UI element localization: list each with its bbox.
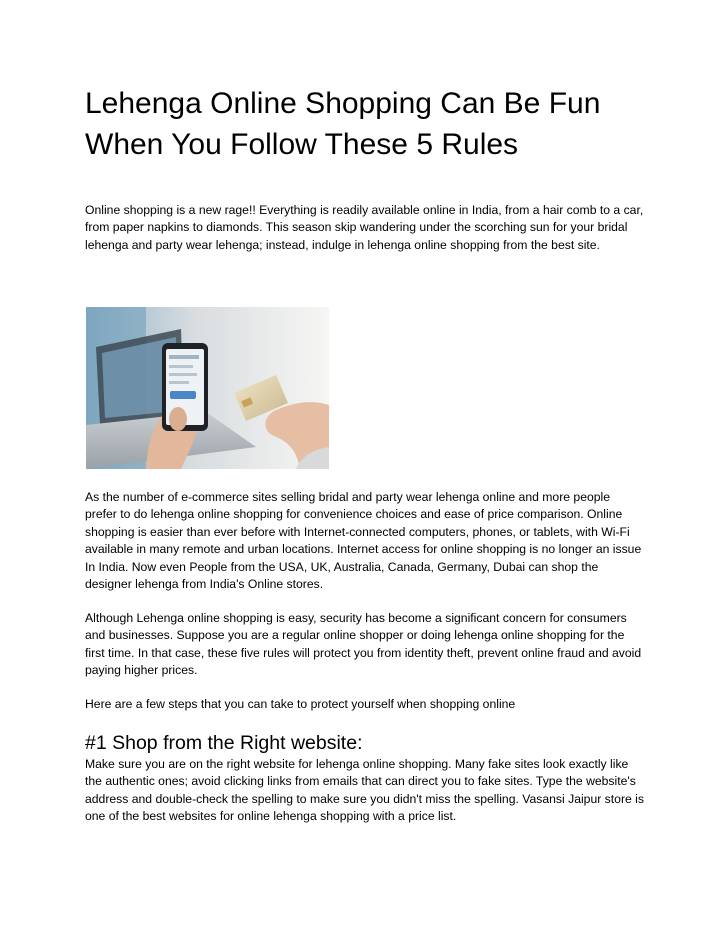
rule-1-body: Make sure you are on the right website for lehenga online shopping. Many fake sites look exactly like the authentic ones; avoid clicking links from emails that can direct you to fake sites. Type the website's address and double-check the spelling to make sure you didn't miss the spelling. Vasansi Jaipur store is one of the best websites for online lehenga shopping with a price list. [85, 757, 644, 824]
page-title: Lehenga Online Shopping Can Be Fun When You Follow These 5 Rules [85, 87, 601, 161]
online-shopping-photo [86, 307, 329, 469]
rule-1-heading: #1 Shop from the Right website: [85, 732, 363, 754]
body-paragraph: Here are a few steps that you can take to protect yourself when shopping online [85, 697, 516, 711]
body-paragraph: Although Lehenga online shopping is easy, security has become a significant concern for consumers and businesses. Suppose you are a regular online shopper or doing lehenga online shopping for the first time. In that case, these five rules will protect you from identity theft, prevent online fraud and avoid paying higher prices. [85, 611, 642, 678]
body-paragraph: As the number of e-commerce sites selling bridal and party wear lehenga online and more people prefer to do lehenga online shopping for convenience choices and ease of price comparison. Online shopping is easier than ever before with Internet-connected computers, phones, or tablets, with Wi-Fi available in many remote and urban locations. Internet access for online shopping is no longer an issue In India. Now even People from the USA, UK, Australia, Canada, Germany, Dubai can shop the designer lehenga from India's Online stores. [85, 490, 642, 592]
intro-paragraph: Online shopping is a new rage!! Everything is readily available online in India, from a hair comb to a car, from paper napkins to diamonds. This season skip wandering under the scorching sun for your bridal lehenga and party wear lehenga; instead, indulge in lehenga online shopping from the best site. [85, 203, 644, 252]
